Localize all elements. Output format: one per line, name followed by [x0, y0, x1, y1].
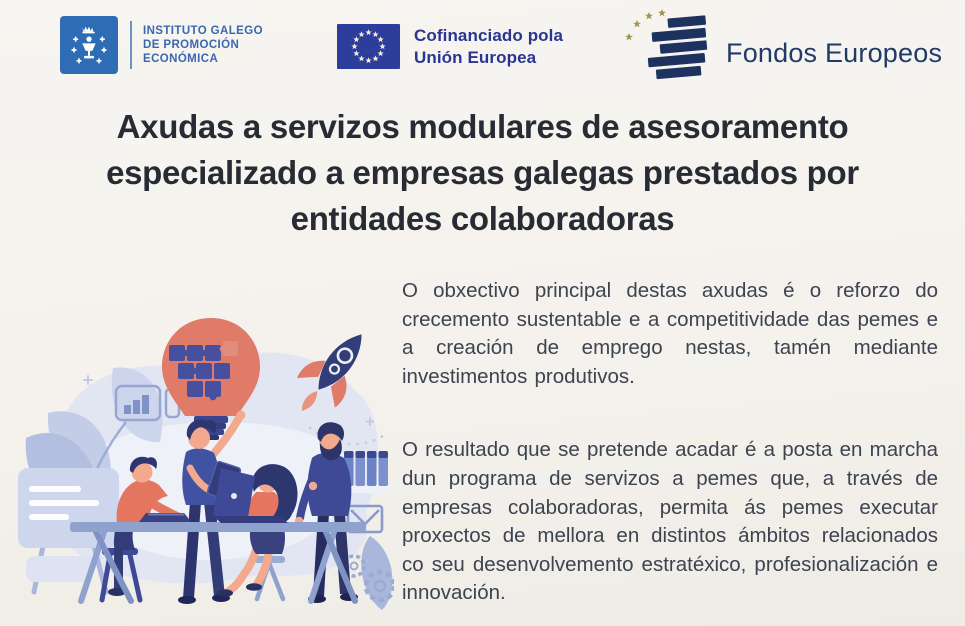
eu-caption-line: Cofinanciado pola: [414, 25, 564, 45]
body-copy: [402, 277, 938, 608]
page-title: [0, 104, 965, 242]
igape-logo: [60, 16, 263, 74]
title-line: especializado a empresas galegas prestados por: [106, 154, 859, 191]
eu-caption-line: Unión Europea: [414, 47, 537, 67]
paragraph-objective: O obxectivo principal destas axudas é o reforzo do crecemento sustentable e a competitividade das pemes e a creación de emprego nestas, tamén mediante investimentos produtivos.: [402, 279, 938, 388]
eu-cofinanced-logo: [337, 24, 563, 69]
paragraph-result: O resultado que se pretende acadar é a posta en marcha dun programa de servizos a pemes que, a través de empresas colaboradoras, permita ás pemes executar proxectos de mellora en distintos ámbitos relacionados co seu desenvolvemento estratéxico, profesionalización e innovación.: [402, 438, 938, 605]
team-collaboration-illustration: [18, 310, 394, 610]
title-line: Axudas a servizos modulares de asesoramento: [116, 108, 849, 145]
eu-logo-text: [414, 25, 563, 69]
igape-line: INSTITUTO GALEGO: [143, 25, 263, 37]
igape-line: DE PROMOCIÓN: [143, 39, 240, 51]
igape-logo-text: [143, 24, 263, 66]
fondos-europeos-logo: [620, 8, 942, 84]
fondos-europeos-flag-icon: [620, 8, 716, 84]
galicia-emblem-icon: [60, 16, 118, 74]
fondos-europeos-label: Fondos Europeos: [726, 37, 943, 68]
logo-divider: [130, 21, 132, 69]
laptop-closed: [139, 513, 191, 522]
title-line: entidades colaboradoras: [290, 200, 675, 237]
igape-line: ECONÓMICA: [143, 53, 219, 65]
eu-flag-icon: [337, 24, 400, 69]
